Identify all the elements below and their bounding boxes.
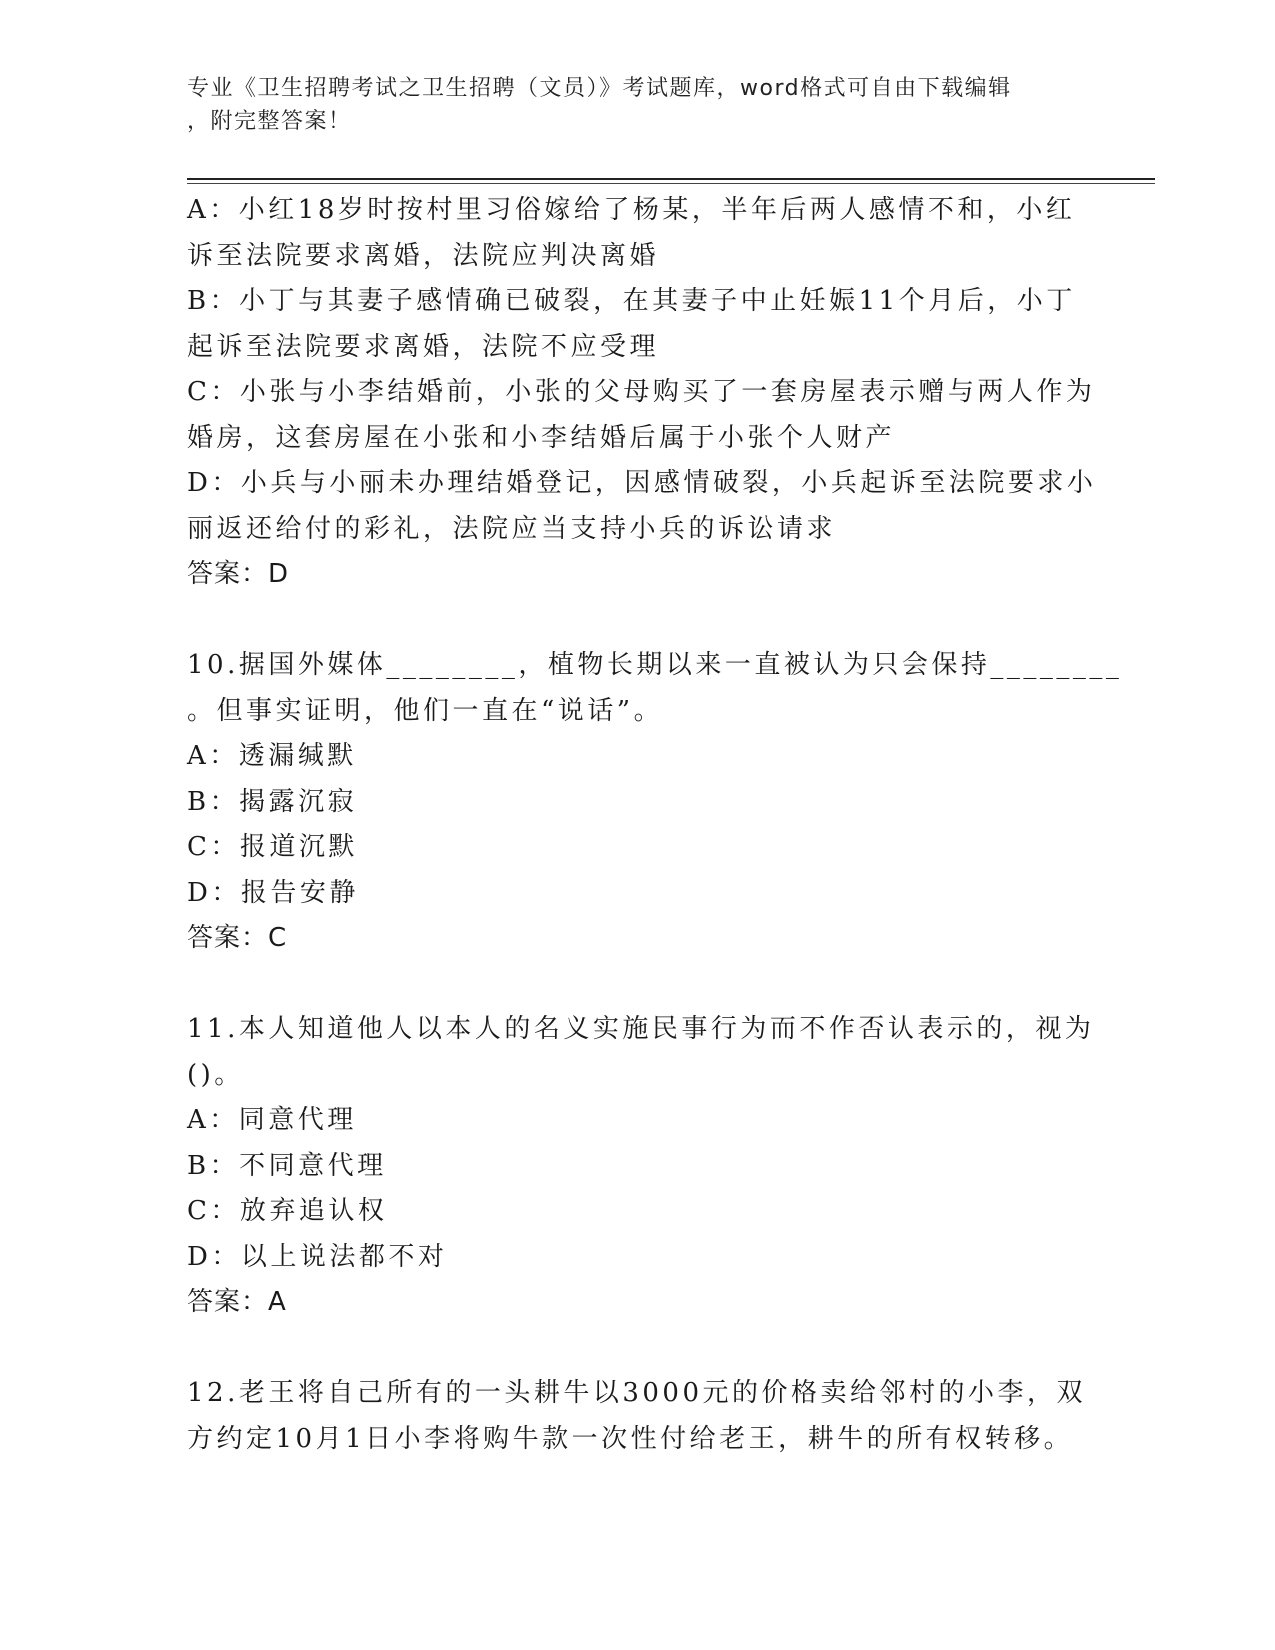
question-spacer: [187, 598, 1077, 644]
q10-option-b: B：揭露沉寂: [187, 786, 358, 817]
header-divider-thin: [187, 183, 1155, 184]
q11-option-c: C：放弃追认权: [187, 1196, 388, 1226]
header-divider-thick: [187, 178, 1155, 180]
q12-stem-line-2: 方约定10月1日小李将购牛款一次性付给老王，耕牛的所有权转移。: [187, 1423, 1074, 1454]
q11-answer: 答案：A: [187, 1287, 287, 1317]
q12-stem-line-1: 12.老王将自己所有的一头耕牛以3000元的价格卖给邻村的小李，双: [187, 1378, 1087, 1408]
q11-option-b: B：不同意代理: [187, 1150, 387, 1181]
question-content: [187, 188, 1123, 1462]
q10-stem-line-2: 。但事实证明，他们一直在“说话”。: [187, 695, 664, 726]
document-header: [187, 72, 1067, 138]
q9-option-a-line-1: A：小红18岁时按村里习俗嫁给了杨某，半年后两人感情不和，小红: [187, 195, 1076, 225]
q9-option-c-line-1: C：小张与小李结婚前，小张的父母购买了一套房屋表示赠与两人作为: [187, 377, 1096, 407]
q10-option-a: A：透漏缄默: [187, 741, 357, 771]
q10-option-c: C：报道沉默: [187, 832, 358, 862]
q9-option-d-line-1: D：小兵与小丽未办理结婚登记，因感情破裂，小兵起诉至法院要求小: [187, 468, 1097, 498]
question-9: [187, 188, 1097, 598]
q10-answer: 答案：C: [187, 923, 288, 953]
q9-answer: 答案：D: [187, 559, 290, 589]
question-10: [187, 643, 1123, 962]
q9-option-c-line-2: 婚房，这套房屋在小张和小李结婚后属于小张个人财产: [187, 422, 896, 453]
q9-option-d-line-2: 丽返还给付的彩礼，法院应当支持小兵的诉讼请求: [187, 513, 837, 544]
q11-option-d: D：以上说法都不对: [187, 1241, 448, 1272]
q10-option-d: D：报告安静: [187, 877, 359, 908]
question-12: [187, 1371, 1087, 1462]
q11-stem-line-2: ()。: [187, 1059, 244, 1090]
header-line-1: 专业《卫生招聘考试之卫生招聘（文员）》考试题库，word格式可自由下载编辑: [187, 76, 1012, 101]
question-spacer: [187, 1326, 1077, 1372]
q10-stem-line-1: 10.据国外媒体________，植物长期以来一直被认为只会保持________: [187, 650, 1123, 680]
q9-option-a-line-2: 诉至法院要求离婚，法院应判决离婚: [187, 240, 660, 271]
header-line-2: ，附完整答案！: [187, 109, 352, 134]
question-11: [187, 1007, 1095, 1326]
q11-stem-line-1: 11.本人知道他人以本人的名义实施民事行为而不作否认表示的，视为: [187, 1014, 1095, 1044]
q9-option-b-line-1: B：小丁与其妻子感情确已破裂，在其妻子中止妊娠11个月后，小丁: [187, 286, 1076, 316]
q11-option-a: A：同意代理: [187, 1105, 357, 1135]
question-spacer: [187, 962, 1077, 1008]
q9-option-b-line-2: 起诉至法院要求离婚，法院不应受理: [187, 331, 660, 362]
